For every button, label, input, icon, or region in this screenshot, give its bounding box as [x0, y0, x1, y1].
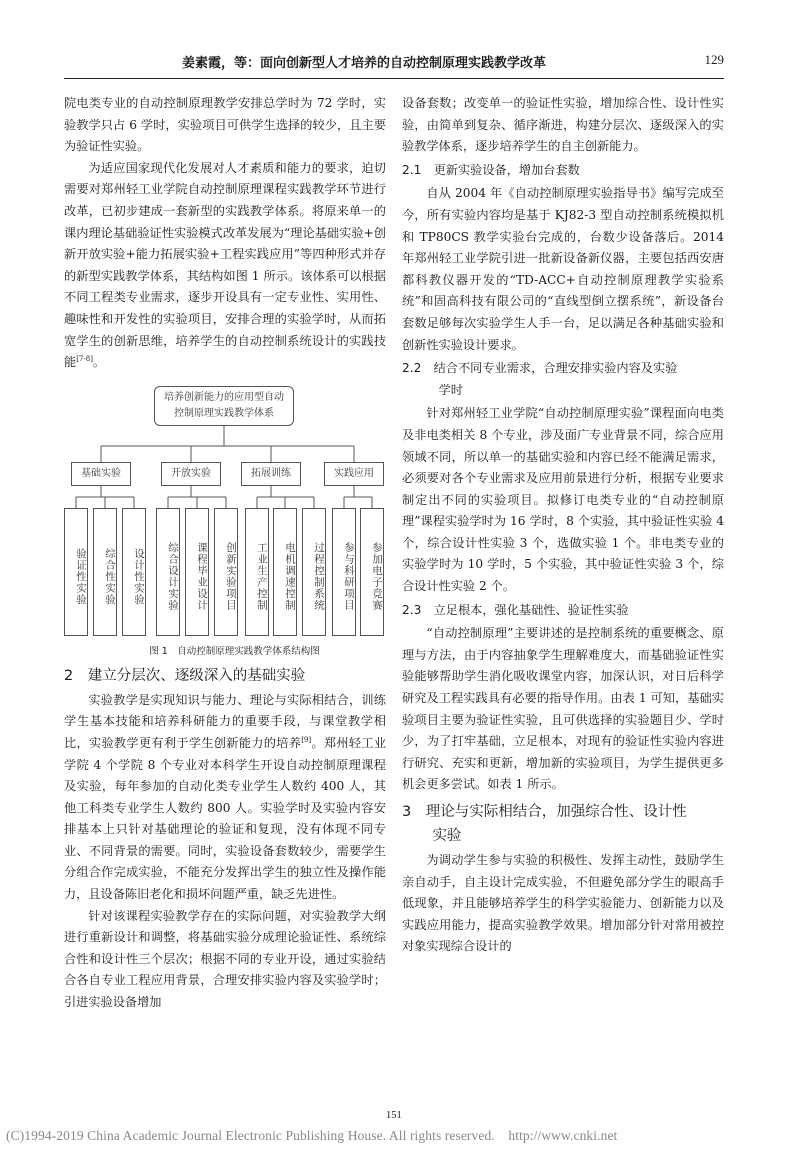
paragraph: 自从 2004 年《自动控制原理实验指导书》编写完成至今，所有实验内容均是基于 KJ82-3 型自动控制系统模拟机和 TP80CS 教学实验台完成的，台数少设备落后。2014 年郑州轻工业学院引进一批新设备新仪器，主要包括西安唐都科教仪器开发的“TD-ACC+自动控制原理教学实验系统”和固高科技有限公司的“直线型倒立摆系统”，新设备台套数足够每次实验学生人手一台，足以满足各种基础实验和创新性实验设计要求。 — [402, 186, 724, 352]
citation: [7-8] — [76, 355, 93, 364]
leaf-node: 电机调速控制 — [273, 508, 297, 636]
running-header — [64, 38, 724, 79]
paragraph: 院电类专业的自动控制原理教学安排总学时为 72 学时，实验教学只占 6 学时，实验项目可供学生选择的较少，且主要为验证性实验。 — [64, 96, 386, 154]
running-title: 姜素霞，等：面向创新型人才培养的自动控制原理实践教学改革 — [181, 56, 546, 71]
subsection-heading: 2.3 立足根本，强化基础性、验证性实验 — [402, 602, 629, 617]
leaf-node: 设计性实验 — [122, 508, 146, 636]
paragraph: 针对郑州轻工业学院“自动控制原理实验”课程面向电类及非电类相关 8 个专业，涉及面广专业背景不同，综合应用领域不同，所以单一的基础实验和内容已经不能满足需求，必须要对各个专业需求及应用前景进行分析，根据专业要求制定出不同的实验项目。拟修订电类专业的“自动控制原理”课程实验学时为 16 学时，8 个实验，其中验证性实验 4 个，综合设计性实验 3 个，选做实验 1 个。非电类专业的实验学时为 10 学时，5 个实验，其中验证性实验 3 个，综合设计性实验 2 个。 — [402, 406, 724, 594]
leaf-node: 工业生产控制 — [245, 508, 269, 636]
footer-number: 151 — [386, 1110, 402, 1121]
leaf-node: 综合性实验 — [93, 508, 117, 636]
leaf-node: 综合设计实验 — [156, 508, 180, 636]
paragraph: 为适应国家现代化发展对人才素质和能力的要求，迫切需要对郑州轻工业学院自动控制原理课程实践教学环节进行改革，已初步建成一套新型的实践教学体系。将原来单一的课内理论基础验证性实验模式改革发展为“理论基础实验+创新开放实验+能力拓展实验+工程实践应用”等四种形式并存的新型实践教学体系，其结构如图 1 所示。该体系可以根据不同工程类专业需求，逐步开设具有一定专业性、实用性、趣味性和开发性的实验项目，安排合理的实验学时，从而拓宽学生的创新思维，培养学生的自动控制系统设计的实践技能[7-8]。 — [64, 160, 386, 370]
leaf-node: 过程控制系统 — [302, 508, 326, 636]
citation: [9] — [301, 735, 312, 744]
left-column — [64, 93, 386, 1014]
paragraph: “自动控制原理”主要讲述的是控制系统的重要概念、原理与方法，由于内容抽象学生理解难度大，而基础验证性实验能够帮助学生消化吸收课堂内容，加深认识，对日后科学研究及工程实践具有必要的指导作用。由表 1 可知，基础实验项目主要为验证性实验，且可供选择的实验题目少、学时少，为了打牢基础，立足根本，对现有的验证性实验内容进行研究、充实和更新，增加新的实验项目，为学生提供更多机会更多尝试。如表 1 所示。 — [402, 626, 724, 792]
figure-1 — [64, 380, 386, 642]
section-heading: 2 建立分层次、逐级深入的基础实验 — [64, 667, 306, 684]
paragraph: 设备套数；改变单一的验证性实验，增加综合性、设计性实验，由简单到复杂、循序渐进，构建分层次、逐级深入的实验教学体系，逐步培养学生的自主创新能力。 — [402, 96, 724, 154]
paragraph: 实验教学是实现知识与能力、理论与实际相结合，训练学生基本技能和培养科研能力的重要手段，与课堂教学相比，实验教学更有利于学生创新能力的培养[9]。郑州轻工业学院 4 个学院 8 个专业对本科学生开设自动控制原理课程及实验，每年参加的自动化类专业学生人数约 400 人，其他工科类专业学生人数约 800 人。实验学时及实验内容安排基本上只针对基础理论的验证和复现，没有体现不同专业、不同背景的需要。同时，实验设备套数较少，需要学生分组合作完成实验，不能充分发挥出学生的独立性及操作能力，且设备陈旧老化和损坏问题严重，缺乏先进性。 — [64, 692, 387, 902]
leaf-node: 验证性实验 — [64, 508, 88, 636]
section-heading: 3 理论与实际相结合，加强综合性、设计性 实验 — [402, 804, 687, 844]
leaf-node: 创新实验项目 — [214, 508, 238, 636]
node-basic-experiment: 基础实验 — [71, 462, 131, 486]
paragraph: 为调动学生参与实验的积极性、发挥主动性，鼓励学生亲自动手，自主设计完成实验，不但避免部分学生的眼高手低现象，并且能够培养学生的科学实验能力、创新能力以及实践应用能力，提高实验教学效果。增加部分针对常用被控对象实现综合设计的 — [402, 853, 724, 954]
figure-caption: 图 1 自动控制原理实践教学体系结构图 — [149, 645, 320, 657]
leaf-node: 参加电子竞赛 — [360, 508, 384, 636]
page-number: 129 — [704, 52, 724, 67]
paragraph: 针对该课程实验教学存在的实际问题，对实验教学大纲进行重新设计和调整，将基础实验分成理论验证性、系统综合性和设计性三个层次；根据不同的专业开设，通过实验结合各自专业工程应用背景，合理安排实验内容及实验学时；引进实验设备增加 — [64, 908, 386, 1010]
right-column — [402, 93, 724, 958]
leaf-node: 参与科研项目 — [332, 508, 356, 636]
subsection-heading: 2.1 更新实验设备，增加台套数 — [402, 162, 580, 177]
figure-root-node: 培养创新能力的应用型自动 控制原理实践教学体系 — [154, 386, 294, 426]
node-open-experiment: 开放实验 — [161, 462, 221, 486]
copyright-notice: (C)1994-2019 China Academic Journal Electronic Publishing House. All rights reserved. http://www.cnki.net — [6, 1128, 618, 1143]
subsection-heading: 2.2 结合不同专业需求，合理安排实验内容及实验 学时 — [402, 361, 678, 397]
leaf-node: 课程毕业设计 — [185, 508, 209, 636]
node-practice-application: 实践应用 — [324, 462, 384, 486]
node-extension-training: 拓展训练 — [241, 462, 301, 486]
